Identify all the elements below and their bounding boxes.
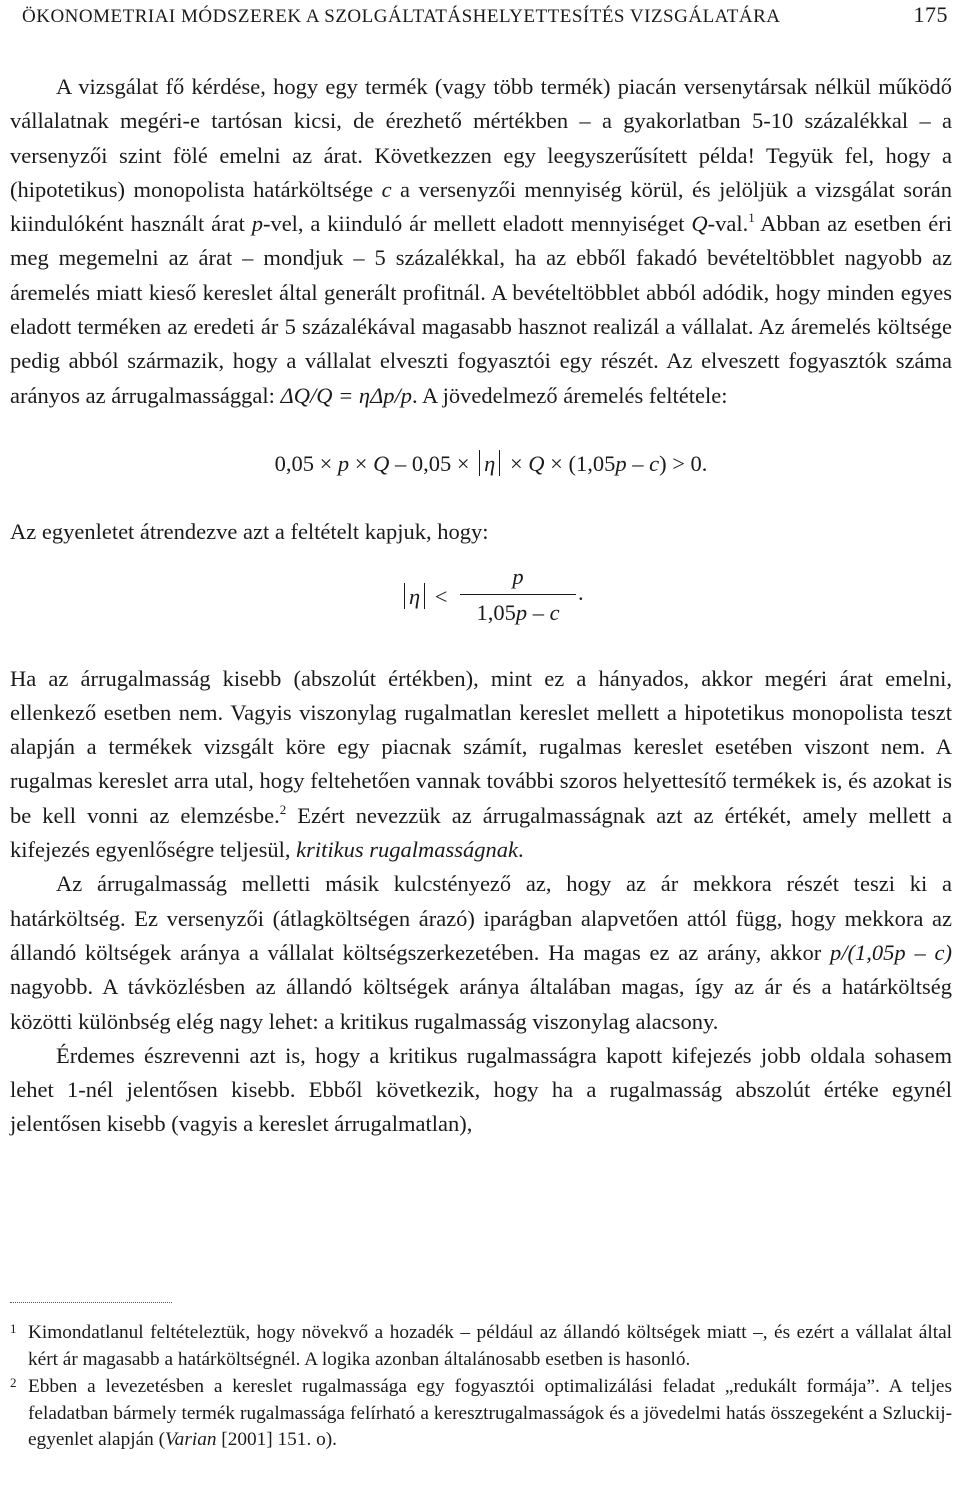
abs-bar-left [404,583,405,609]
emphasis: kritikus rugalmasságnak [296,837,519,863]
footnote-ref-1[interactable]: 1 [748,210,755,226]
text-run: Az árrugalmasság melletti másik kulcstényező az, hogy az ár mekkora részét teszi ki a határköltség. Ez versenyzői (átlagköltségen árazó) iparágban alapvetően attól függ, hogy mekkora az állandó költségek aránya a vállalat költségszerkezetében. Ha magas ez az arány, akkor [10,871,952,965]
footnote-text: [2001] 151. o). [216,1429,337,1450]
equation-condition [10,447,952,481]
text-run: a versenyzői mennyiség körül, és jelöljük a vizsgálat során kiindulóként használt árat [10,176,952,237]
footnote-2 [10,1374,952,1454]
eq-part: . [578,579,584,605]
text-run: nagyobb. A távközlésben az állandó költségek aránya általában magas, így az ár és a határköltség közötti különbség elég nagy lehet: a kritikus rugalmasság viszonylag alacsony. [10,974,952,1034]
footnote-text: Kimondatlanul feltételeztük, hogy növekvő a hozadék – például az állandó költségek miatt –, és ezért a vállalat által kért ár magasabb a határköltségnél. A logika azonban általánosabb esetben is hasonló. [28,1322,952,1370]
main-text [10,70,952,1142]
fraction-numerator: p [512,563,524,589]
eq-symbol: Q [373,450,390,476]
symbol-p: p [251,211,263,237]
symbol-q: Q [691,211,708,237]
footnote-ref-2[interactable]: 2 [279,801,287,817]
paragraph-5: Érdemes észrevenni azt is, hogy a kritikus rugalmasságra kapott kifejezés jobb oldala sohasem lehet 1-nél jelentősen kisebb. Ebből következik, hogy ha a rugalmasság abszolút értéke egynél jelentősen kisebb (vagyis a kereslet árrugalmatlan), [10,1042,952,1137]
text-run: Ha az árrugalmasság kisebb (abszolút értékben), mint ez a hányados, akkor megéri árat emelni, ellenkező esetben nem. Vagyis viszonylag rugalmatlan kereslet mellett a hipotetikus monopolista teszt alapján a termékek vizsgált köre egy piacnak számít, rugalmas kereslet esetében viszont nem. A rugalmas kereslet arra utal, hogy feltehetően vannak további szoros helyettesítő termékek is, és azokat is be kell vonni az elemzésbe. [10,665,952,828]
footnote-mark: 2 [10,1375,17,1390]
eq-part: × [504,450,529,476]
eq-part: 0,05 × [274,450,338,476]
text-run: Abban az esetben éri meg megemelni az árat – mondjuk – 5 százalékkal, ha az ebből fakadó bevételtöbblet nagyobb az áremelés miatt kieső kereslet által generált profitnál. A bevételtöbblet abból adódik, hogy minden egyes eladott terméken az eredeti ár 5 százalékával magasabb hasznot realizál a vállalat. Az áremelés költsége pedig abból származik, hogy a vállalat elveszti fogyasztói egy részét. Az elveszett fogyasztók száma arányos az árrugalmassággal: [10,211,952,408]
eq-part: 1,05 [476,599,516,625]
eq-part: × (1,05 [544,450,616,476]
inline-expression: p/(1,05p – c) [830,939,952,965]
fraction-denominator [460,597,576,629]
eq-lhs [400,580,448,614]
text-run: . A jövedelmező áremelés feltétele: [412,382,728,408]
eq-symbol: p [515,599,528,625]
text-run: -val. [707,211,749,237]
eq-part: – 0,05 × [389,450,476,476]
citation-author: Varian [165,1429,217,1450]
page-number: 175 [913,2,948,27]
text-run: . [518,837,524,863]
fraction-bar [460,594,576,595]
footnote-mark: 1 [10,1321,17,1336]
footnote-text: Ebben a levezetésben a kereslet rugalmassága egy fogyasztói optimalizálási feladat „redukált formája”. A teljes feladatban bármely termék rugalmassága felírható a keresztrugalmasságok és a jövedelmi hatás összegeként a Szluckij-egyenlet alapján ( [28,1376,952,1450]
paragraph-4 [10,867,952,1038]
eq-symbol: c [549,599,560,625]
abs-bar-left [479,450,480,476]
running-title: ÖKONOMETRIAI MÓDSZEREK A SZOLGÁLTATÁSHELYETTESÍTÉS VIZSGÁLATÁRA [22,6,781,27]
symbol-c: c [381,176,392,202]
paragraph-3 [10,662,952,868]
eq-symbol: Q [528,450,545,476]
eq-part: – [626,450,650,476]
elasticity-formula: ΔQ/Q = ηΔp/p [280,382,413,408]
abs-bar-right [424,583,425,609]
eq-part: – [527,599,550,625]
text-run: -vel, a kiinduló ár mellett eladott mennyiséget [262,211,692,237]
eq-symbol: p [337,450,350,476]
abs-bar-right [499,450,500,476]
footnote-separator [10,1302,172,1303]
equation-critical-elasticity [10,563,952,640]
paragraph-1 [10,70,952,413]
fraction [460,562,576,629]
eq-part: × [349,450,374,476]
text-run: A vizsgálat fő kérdése, hogy egy termék (vagy több termék) piacán versenytársak nélkül működő vállalatnak megéri-e tartósan kicsi, de érezhető mértékben – a gyakorlatban 5-10 százalékkal – a versenyzői szint fölé emelni az árat. Következzen egy leegyszerűsített példa! Tegyük fel, hogy a (hipotetikus) monopolista határköltsége [10,74,952,202]
footnotes [10,1320,952,1455]
eq-part: < [429,583,448,609]
text-run: Ezért nevezzük az árrugalmasságnak azt az értékét, amely mellett a kifejezés egyenlőségre teljesül, [10,802,952,863]
eq-symbol: η [409,583,421,609]
eq-symbol: c [649,450,660,476]
eq-part: ) > 0. [659,450,708,476]
eq-symbol: η [484,450,496,476]
eq-symbol: p [615,450,627,476]
footnote-1 [10,1320,952,1373]
running-header [22,2,948,30]
paragraph-2: Az egyenletet átrendezve azt a feltételt kapjuk, hogy: [10,519,489,545]
